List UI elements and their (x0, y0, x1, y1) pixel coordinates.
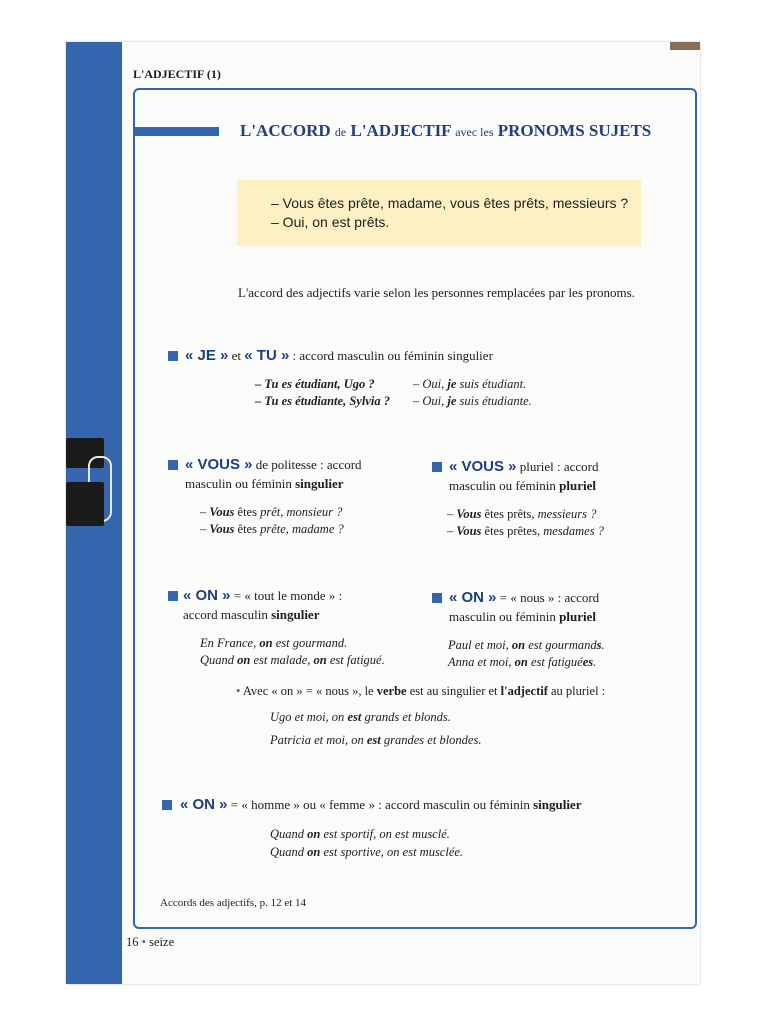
title-accent-bar (133, 127, 219, 136)
on-monde-example-1: En France, on est gourmand. (200, 636, 348, 650)
vous-politesse-example-1: – Vous êtes prêt, monsieur ? (200, 505, 343, 519)
on-monde-example-2: Quand on est malade, on est fatigué. (200, 653, 385, 667)
note-example-2: Patricia et moi, on est grandes et blondes. (270, 733, 482, 747)
page-title: L'ACCORD de L'ADJECTIF avec les PRONOMS SUJETS (240, 121, 652, 140)
footer-reference: Accords des adjectifs, p. 12 et 14 (160, 897, 307, 909)
section-vous-pluriel-heading: « VOUS » pluriel : accord masculin ou féminin pluriel (449, 458, 599, 493)
square-bullet-icon (432, 593, 442, 603)
vous-politesse-example-2: – Vous êtes prête, madame ? (200, 522, 344, 536)
note-example-1: Ugo et moi, on est grands et blonds. (270, 710, 451, 724)
example-line-1: – Vous êtes prête, madame, vous êtes prêts, messieurs ? (271, 195, 629, 211)
on-nous-note: • Avec « on » = « nous », le verbe est au singulier et l'adjectif au pluriel : (236, 684, 606, 698)
je-tu-reply-2: – Oui, je suis étudiante. (413, 394, 532, 408)
square-bullet-icon (162, 800, 172, 810)
corner-tab (670, 42, 700, 50)
section-on-monde-heading: « ON » = « tout le monde » : accord masculin singulier (183, 587, 343, 622)
square-bullet-icon (168, 351, 178, 361)
page-number: 16 • seize (126, 935, 175, 949)
section-je-tu-heading: « JE » et « TU » : accord masculin ou féminin singulier (185, 347, 493, 364)
example-dialogue-box (237, 180, 641, 246)
on-nous-example-2: Anna et moi, on est fatiguées. (448, 655, 597, 669)
section-vous-politesse-heading: « VOUS » de politesse : accord masculin ou féminin singulier (185, 456, 362, 491)
section-on-nous-heading: « ON » = « nous » : accord masculin ou féminin pluriel (449, 589, 600, 624)
binder-clip-icon (66, 438, 110, 528)
je-tu-reply-1: – Oui, je suis étudiant. (413, 377, 527, 391)
on-homme-example-2: Quand on est sportive, on est musclée. (270, 845, 464, 859)
chapter-label: L'ADJECTIF (1) (133, 67, 221, 81)
on-homme-example-1: Quand on est sportif, on est musclé. (270, 827, 450, 841)
example-line-2: – Oui, on est prêts. (271, 214, 390, 230)
square-bullet-icon (432, 462, 442, 472)
intro-text: L'accord des adjectifs varie selon les personnes remplacées par les pronoms. (238, 285, 635, 300)
square-bullet-icon (168, 591, 178, 601)
section-on-homme-heading: « ON » = « homme » ou « femme » : accord masculin ou féminin singulier (180, 796, 582, 813)
vous-pluriel-example-1: – Vous êtes prêts, messieurs ? (447, 507, 597, 521)
vous-pluriel-example-2: – Vous êtes prêtes, mesdames ? (447, 524, 604, 538)
square-bullet-icon (168, 460, 178, 470)
je-tu-example-2: – Tu es étudiante, Sylvia ? (255, 394, 390, 408)
on-nous-example-1: Paul et moi, on est gourmands. (448, 638, 605, 652)
je-tu-example-1: – Tu es étudiant, Ugo ? (255, 377, 375, 391)
